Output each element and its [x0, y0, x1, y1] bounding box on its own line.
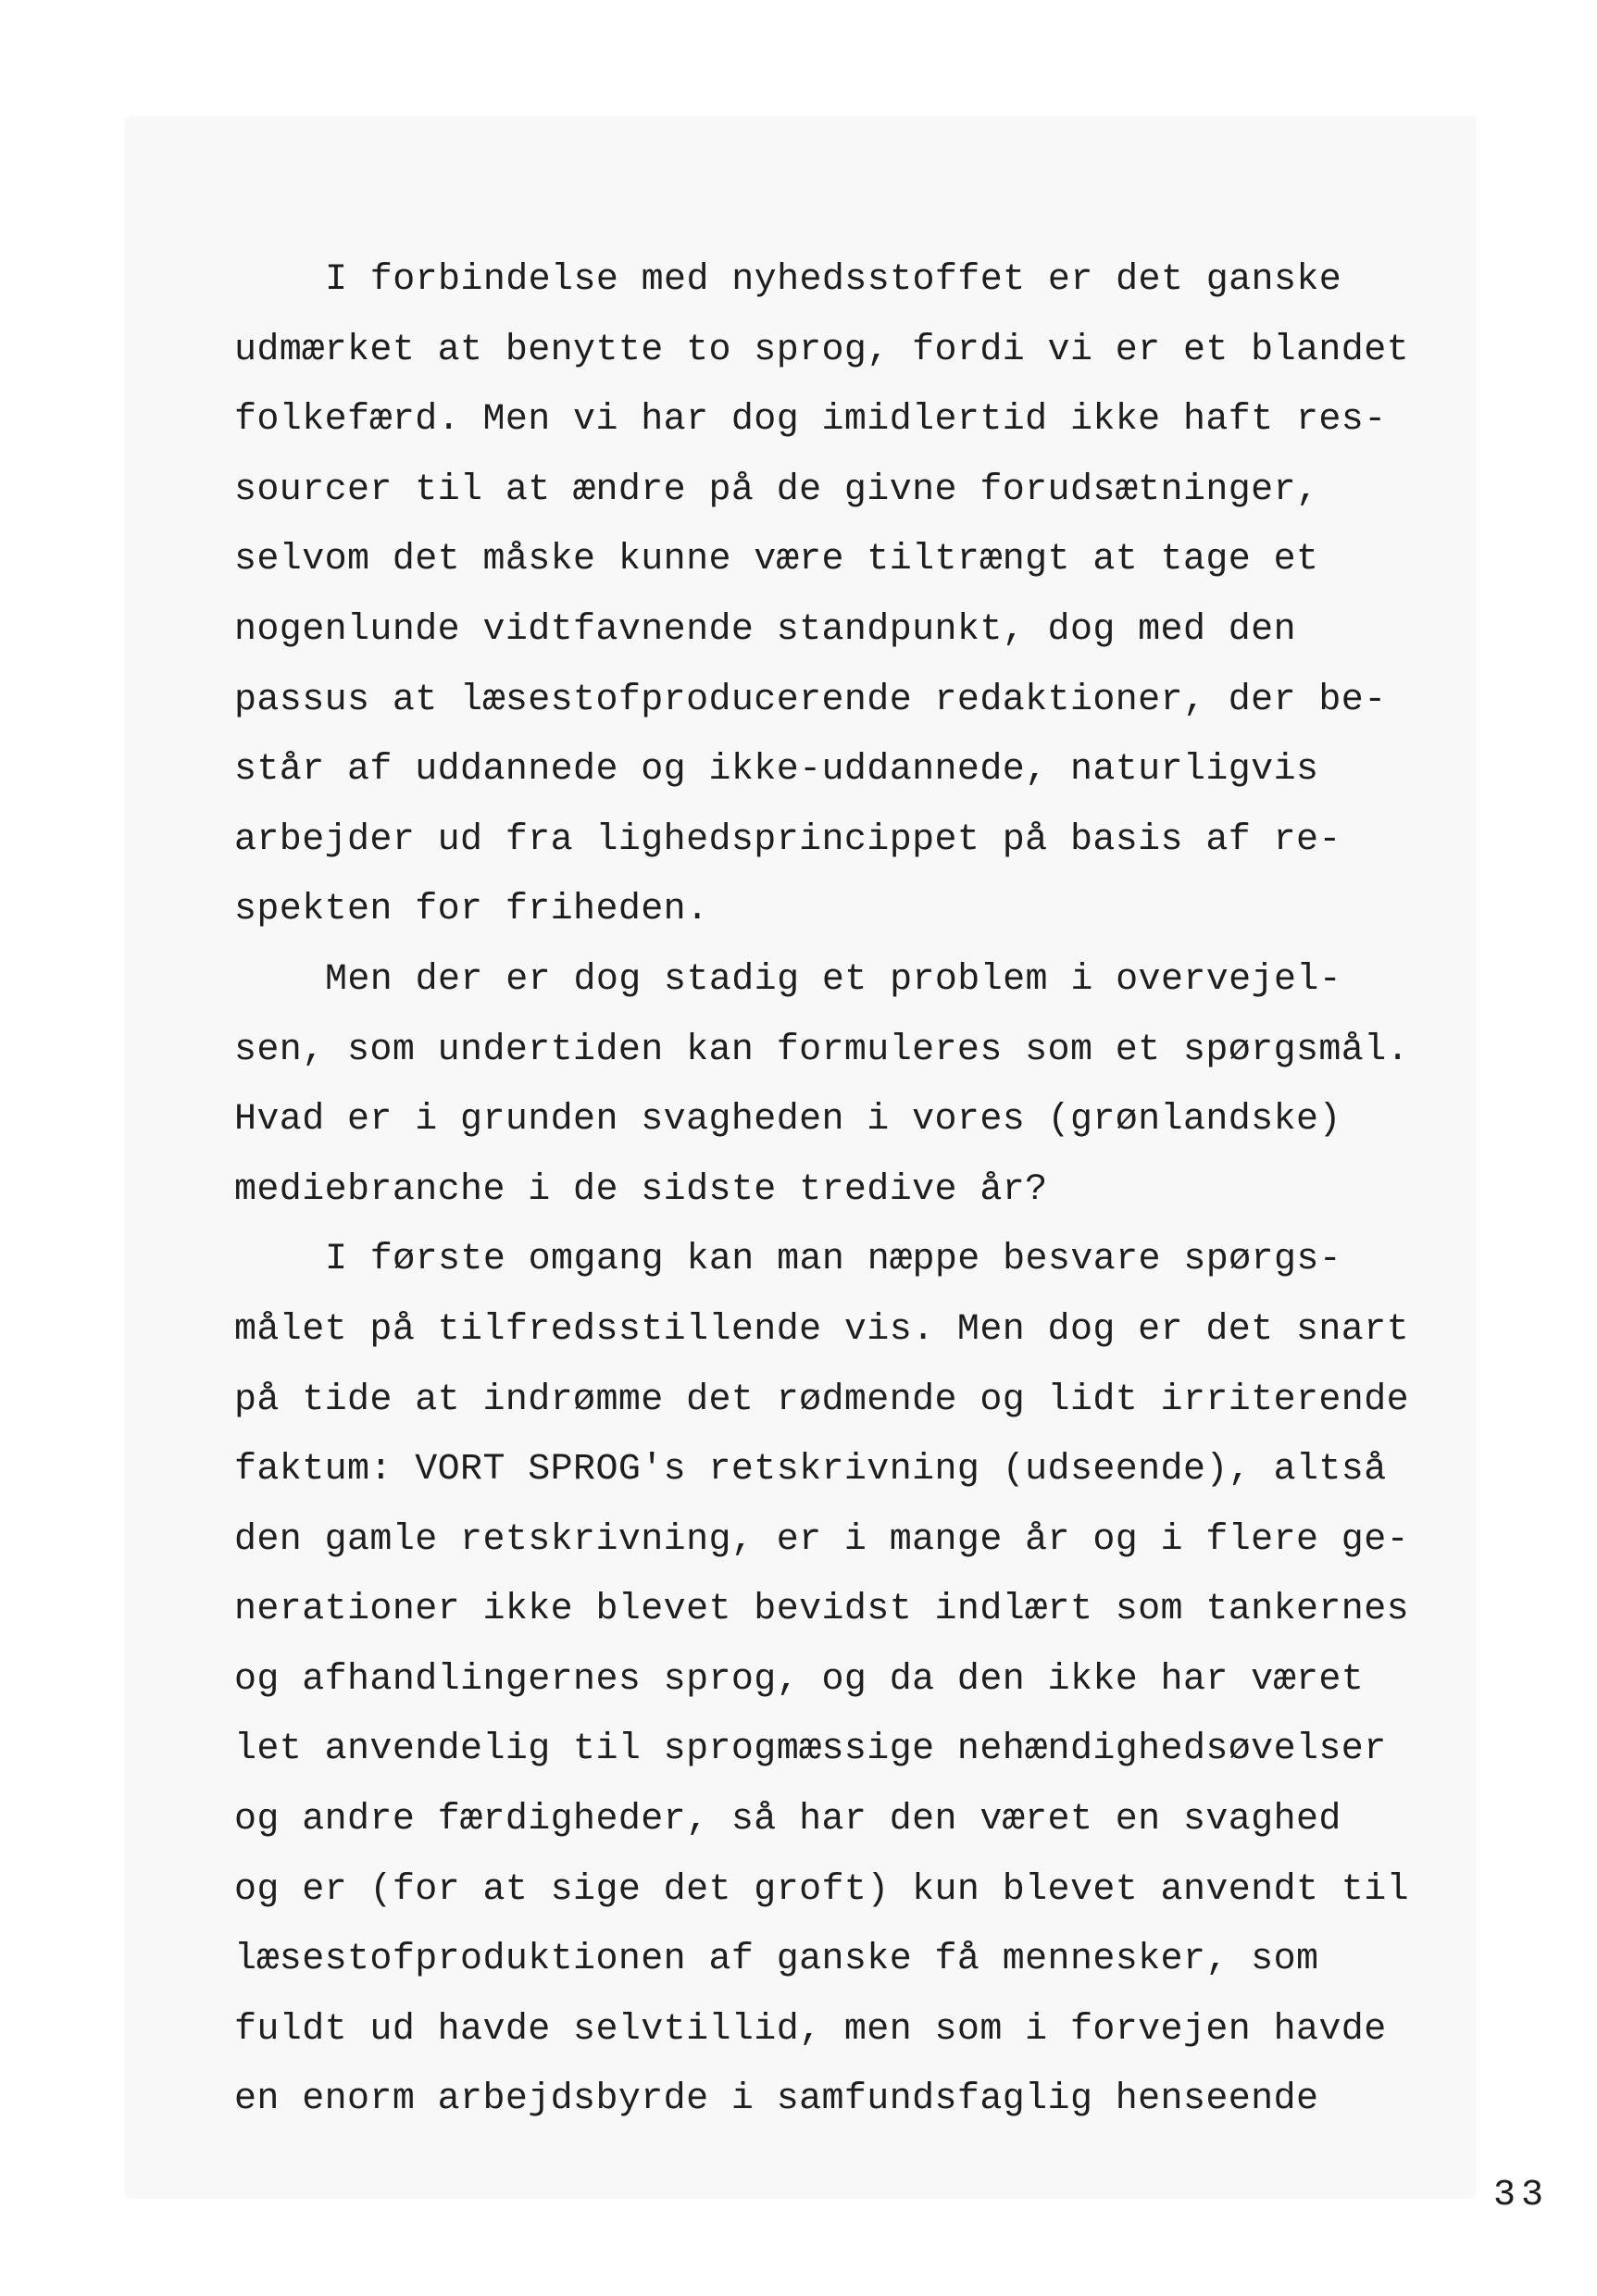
- paragraph-3-line-7: og afhandlingernes sprog, og da den ikke har været: [234, 1658, 1365, 1701]
- paragraph-1-line-2: udmærket at benytte to sprog, fordi vi er et blandet: [234, 329, 1410, 371]
- paragraph-3-line-10: og er (for at sige det groft) kun blevet anvendt til: [234, 1868, 1410, 1911]
- paragraph-3-line-1: I første omgang kan man næppe besvare spørgs-: [325, 1239, 1342, 1281]
- paragraph-2-line-1: Men der er dog stadig et problem i overvejel-: [325, 958, 1342, 1001]
- paragraph-3-line-8: let anvendelig til sprogmæssige nehændighedsøvelser: [234, 1728, 1387, 1771]
- paragraph-3-line-5: den gamle retskrivning, er i mange år og i flere ge-: [234, 1518, 1410, 1561]
- paragraph-1-line-10: spekten for friheden.: [234, 889, 709, 931]
- paragraph-1-line-8: står af uddannede og ikke-uddannede, naturligvis: [234, 749, 1319, 792]
- paragraph-3-line-6: nerationer ikke blevet bevidst indlært som tankernes: [234, 1589, 1410, 1631]
- paragraph-2-line-3: Hvad er i grunden svagheden i vores (grønlandske): [234, 1099, 1341, 1142]
- paragraph-1-line-9: arbejder ud fra lighedsprincippet på basis af re-: [234, 818, 1341, 861]
- body-text: [234, 245, 1493, 2135]
- paragraph-1-line-1: I forbindelse med nyhedsstoffet er det ganske: [325, 259, 1342, 301]
- paragraph-2-line-4: mediebranche i de sidste tredive år?: [234, 1168, 1048, 1211]
- paragraph-1-line-7: passus at læsestofproducerende redaktioner, der be-: [234, 679, 1387, 721]
- paragraph-3-line-11: læsestofproduktionen af ganske få mennesker, som: [234, 1939, 1319, 1981]
- paragraph-2-line-2: sen, som undertiden kan formuleres som et spørgsmål.: [234, 1029, 1410, 1071]
- paragraph-1-line-3: folkefærd. Men vi har dog imidlertid ikke haft res-: [234, 399, 1387, 442]
- paragraph-3-line-2: målet på tilfredsstillende vis. Men dog er det snart: [234, 1308, 1410, 1351]
- paragraph-3-line-12: fuldt ud havde selvtillid, men som i forvejen havde: [234, 2008, 1387, 2051]
- page-number: 33: [1492, 2175, 1549, 2216]
- paragraph-3-line-13: en enorm arbejdsbyrde i samfundsfaglig henseende: [234, 2078, 1319, 2121]
- paragraph-1-line-4: sourcer til at ændre på de givne forudsætninger,: [234, 468, 1319, 511]
- paragraph-1-line-5: selvom det måske kunne være tiltrængt at tage et: [234, 539, 1319, 581]
- paragraph-3-line-4: faktum: VORT SPROG's retskrivning (udseende), altså: [234, 1449, 1387, 1491]
- paragraph-1-line-6: nogenlunde vidtfavnende standpunkt, dog med den: [234, 608, 1296, 651]
- paragraph-3-line-9: og andre færdigheder, så har den været en svaghed: [234, 1799, 1341, 1841]
- paragraph-3-line-3: på tide at indrømme det rødmende og lidt irriterende: [234, 1379, 1410, 1421]
